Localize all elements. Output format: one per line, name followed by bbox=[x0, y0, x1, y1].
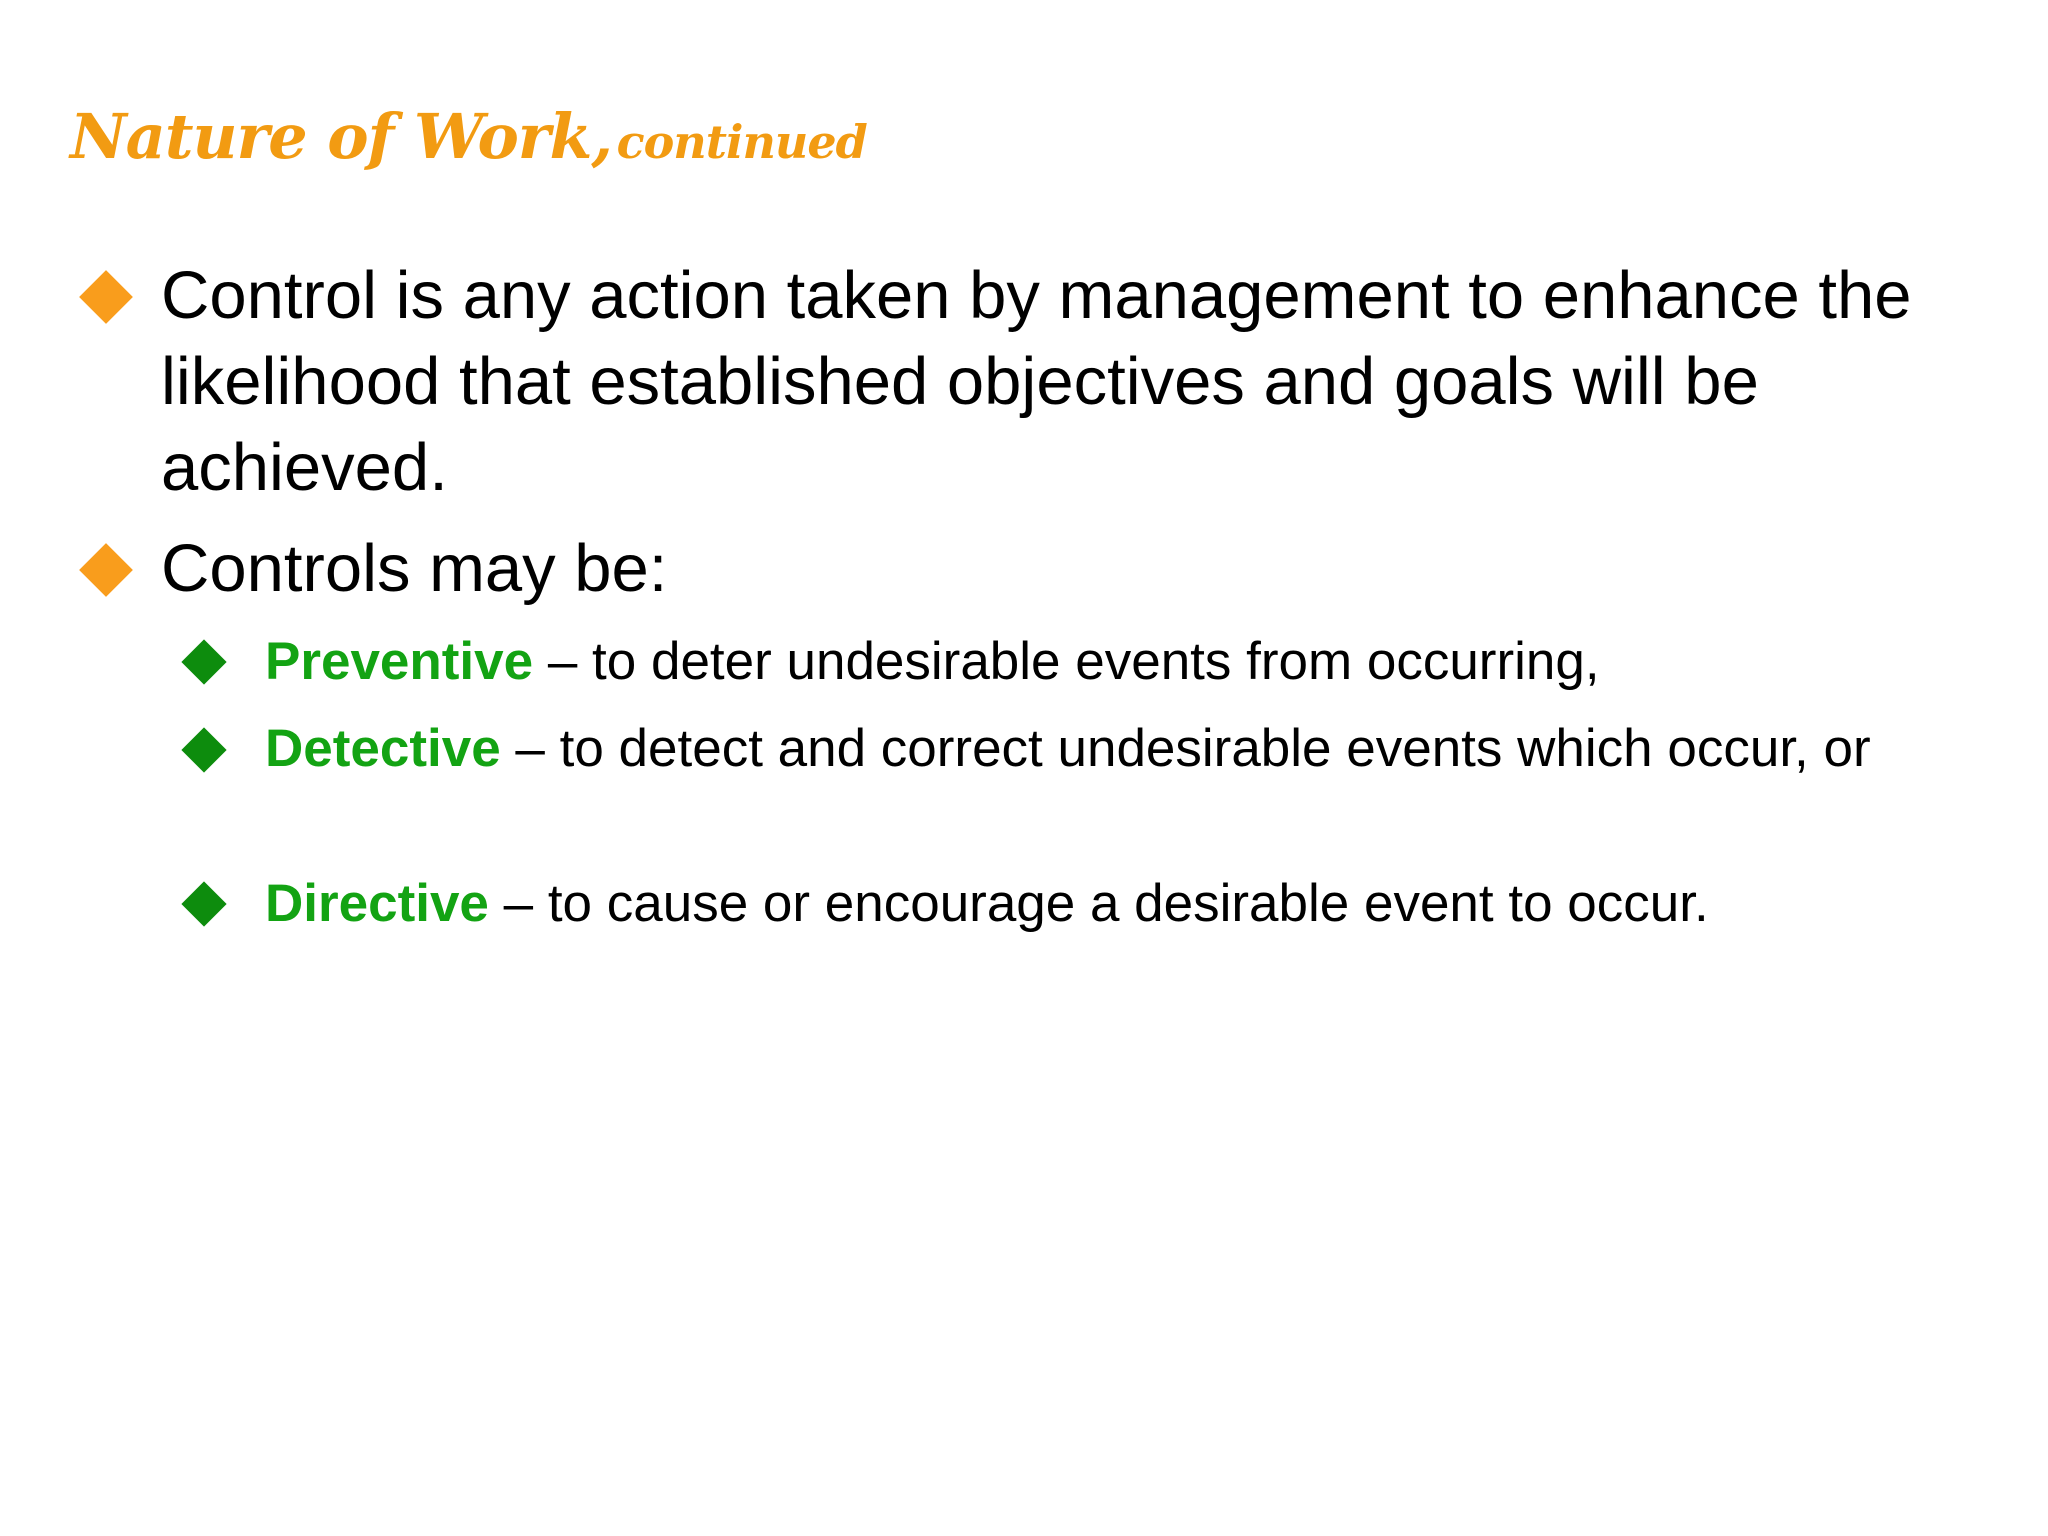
sub-bullet-description: – to cause or encourage a desirable event to occur. bbox=[488, 874, 1709, 933]
sub-bullet-description: – to deter undesirable events from occurring, bbox=[533, 632, 1600, 691]
slide-title-sub: continued bbox=[616, 115, 867, 169]
orange-diamond-bullet-icon bbox=[79, 543, 133, 597]
sub-bullet-text bbox=[265, 870, 1965, 937]
slide-title-main: Nature of Work, bbox=[70, 100, 613, 173]
green-diamond-bullet-icon bbox=[181, 881, 226, 926]
bullet-text: Controls may be: bbox=[161, 531, 668, 606]
term-preventive: Preventive bbox=[265, 632, 534, 691]
orange-diamond-bullet-icon bbox=[79, 270, 133, 324]
green-diamond-bullet-icon bbox=[181, 639, 226, 684]
term-detective: Detective bbox=[265, 719, 501, 778]
slide-title bbox=[70, 100, 867, 173]
sub-bullet-text bbox=[265, 715, 1885, 782]
term-directive: Directive bbox=[265, 874, 489, 933]
bullet-text: Control is any action taken by management to enhance the likelihood that established objectives and goals will be achieved. bbox=[161, 258, 1912, 505]
sub-bullet-text bbox=[265, 628, 1965, 695]
sub-bullet-description: – to detect and correct undesirable events which occur, or bbox=[500, 719, 1871, 778]
green-diamond-bullet-icon bbox=[181, 727, 226, 772]
